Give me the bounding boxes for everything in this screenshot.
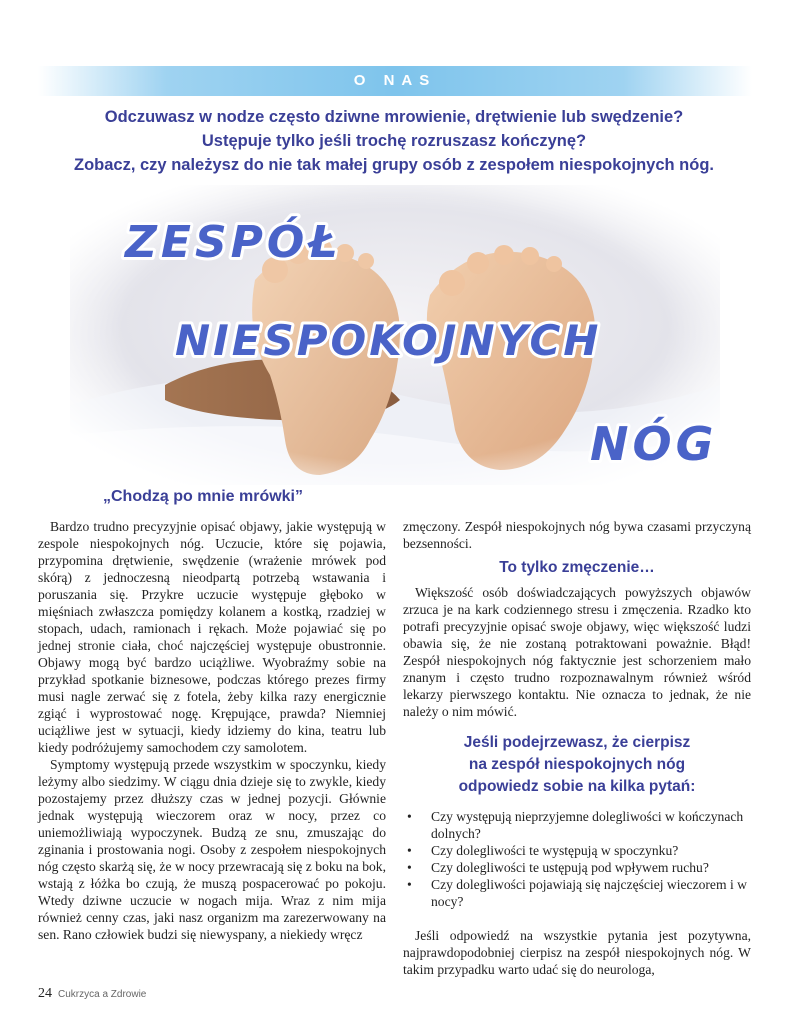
paragraph: Symptomy występują przede wszystkim w spoczynku, kiedy leżymy albo siedzimy. W ciągu dnia dzieje się to zwykle, kiedy pozostajemy przez dłuższy czas w jednej pozycji. Głównie jednak występują wieczorem oraz w nocy, przez co uniemożliwiają wypoczynek. Budzą ze snu, zmuszając do zginania i prostowania nogi. Osoby z zespołem niespokojnych nóg często skarżą się, że w nocy przewracają się z boku na bok, wstają z łóżka bo czują, że muszą pospacerować po pokoju. Wtedy dziwne uczucie w nogach mija. Wraz z nim mija również cenny czas, jaki nasz organizm ma zarezerwowany na sen. Rano człowiek budzi się niewyspany, a niekiedy wręcz: [38, 757, 386, 942]
subtitle-ants: „Chodzą po mnie mrówki”: [102, 488, 303, 505]
bullet-icon: •: [407, 877, 412, 892]
column-right: [403, 518, 751, 978]
heading-line: Jeśli podejrzewasz, że cierpisz: [463, 734, 691, 751]
hero-title-line: ZESPÓŁ: [125, 217, 342, 268]
list-item: [403, 808, 751, 842]
paragraph: Jeśli odpowiedź na wszystkie pytania jest pozytywna, najprawdopodobniej cierpisz na zespół niespokojnych nóg. W takim przypadku warto udać się do neurologa,: [403, 928, 751, 977]
list-item-text: Czy występują nieprzyjemne dolegliwości w kończynach dolnych?: [431, 809, 744, 841]
section-band: [38, 66, 752, 96]
heading-line: odpowiedz sobie na kilka pytań:: [458, 778, 696, 795]
column-left: [38, 518, 386, 943]
section-label: O NAS: [353, 72, 437, 89]
paragraph: zmęczony. Zespół niespokojnych nóg bywa czasami przyczyną bezsenności.: [403, 519, 751, 551]
heading-questions: [403, 732, 751, 798]
bullet-icon: •: [407, 860, 412, 875]
list-item-text: Czy dolegliwości te występują w spoczynku?: [431, 843, 679, 858]
lead-line: Odczuwasz w nodze często dziwne mrowienie, drętwienie lub swędzenie?: [104, 108, 684, 126]
list-item-text: Czy dolegliwości te ustępują pod wpływem ruchu?: [431, 860, 709, 875]
feet-illustration: [70, 185, 720, 485]
lead-line: Ustępuje tylko jeśli trochę rozruszasz kończynę?: [201, 132, 587, 150]
heading-fatigue: To tylko zmęczenie…: [499, 559, 655, 576]
page-footer: [38, 985, 146, 1002]
bullet-icon: •: [407, 809, 412, 824]
lead-questions: [0, 105, 788, 177]
magazine-name: Cukrzyca a Zdrowie: [58, 989, 147, 1000]
paragraph: Bardzo trudno precyzyjnie opisać objawy, jakie występują w zespole niespokojnych nóg. Uczucie, które się pojawia, przypomina drętwienie, swędzenie (wrażenie mrówek pod skórą) z jednoczesną nieodpartą potrzebą wstawania i poruszania się. Przykre uczucie występuje głęboko w mięśniach zwłaszcza pomiędzy kolanem a kostką, rzadziej w stopach, udach, ramionach i rękach. Może pojawiać się po jednej stronie ciała, choć najczęściej występuje obustronnie. Objawy mogą być bardzo uciążliwe. Wyobraźmy sobie na przykład spotkanie biznesowe, podczas którego prezes firmy musi nagle zerwać się z fotela, żeby kilka razy energicznie zgiąć i wyprostować nogę. Krępujące, prawda? Niemniej uciążliwe jest w sytuacji, kiedy idziemy do kina, teatru lub kiedy podróżujemy samochodem czy samolotem.: [38, 519, 386, 755]
bullet-icon: •: [407, 843, 412, 858]
hero-title-line: NÓG: [590, 417, 718, 471]
paragraph: Większość osób doświadczających powyższych objawów zrzuca je na kark codziennego stresu i zmęczenia. Rzadko kto potrafi precyzyjnie opisać swoje objawy, więc większość ludzi obawia się, że nie zostaną potraktowani poważnie. Błąd! Zespół niespokojnych nóg faktycznie jest schorzeniem mało znanym i często trudno rozpoznawalnym również wśród lekarzy pierwszego kontaktu. Nie oznacza to jednak, że nie należy o nim mówić.: [403, 585, 751, 719]
hero-image: [70, 185, 720, 485]
page-number: 24: [38, 986, 52, 1001]
list-item-text: Czy dolegliwości pojawiają się najczęściej wieczorem i w nocy?: [431, 877, 747, 909]
list-item: [403, 842, 751, 859]
lead-line: Zobacz, czy należysz do nie tak małej grupy osób z zespołem niespokojnych nóg.: [74, 156, 714, 174]
heading-line: na zespół niespokojnych nóg: [468, 756, 686, 773]
list-item: [403, 876, 751, 910]
hero-title-line: NIESPOKOJNYCH: [175, 316, 602, 365]
question-list: [403, 808, 751, 910]
list-item: [403, 859, 751, 876]
